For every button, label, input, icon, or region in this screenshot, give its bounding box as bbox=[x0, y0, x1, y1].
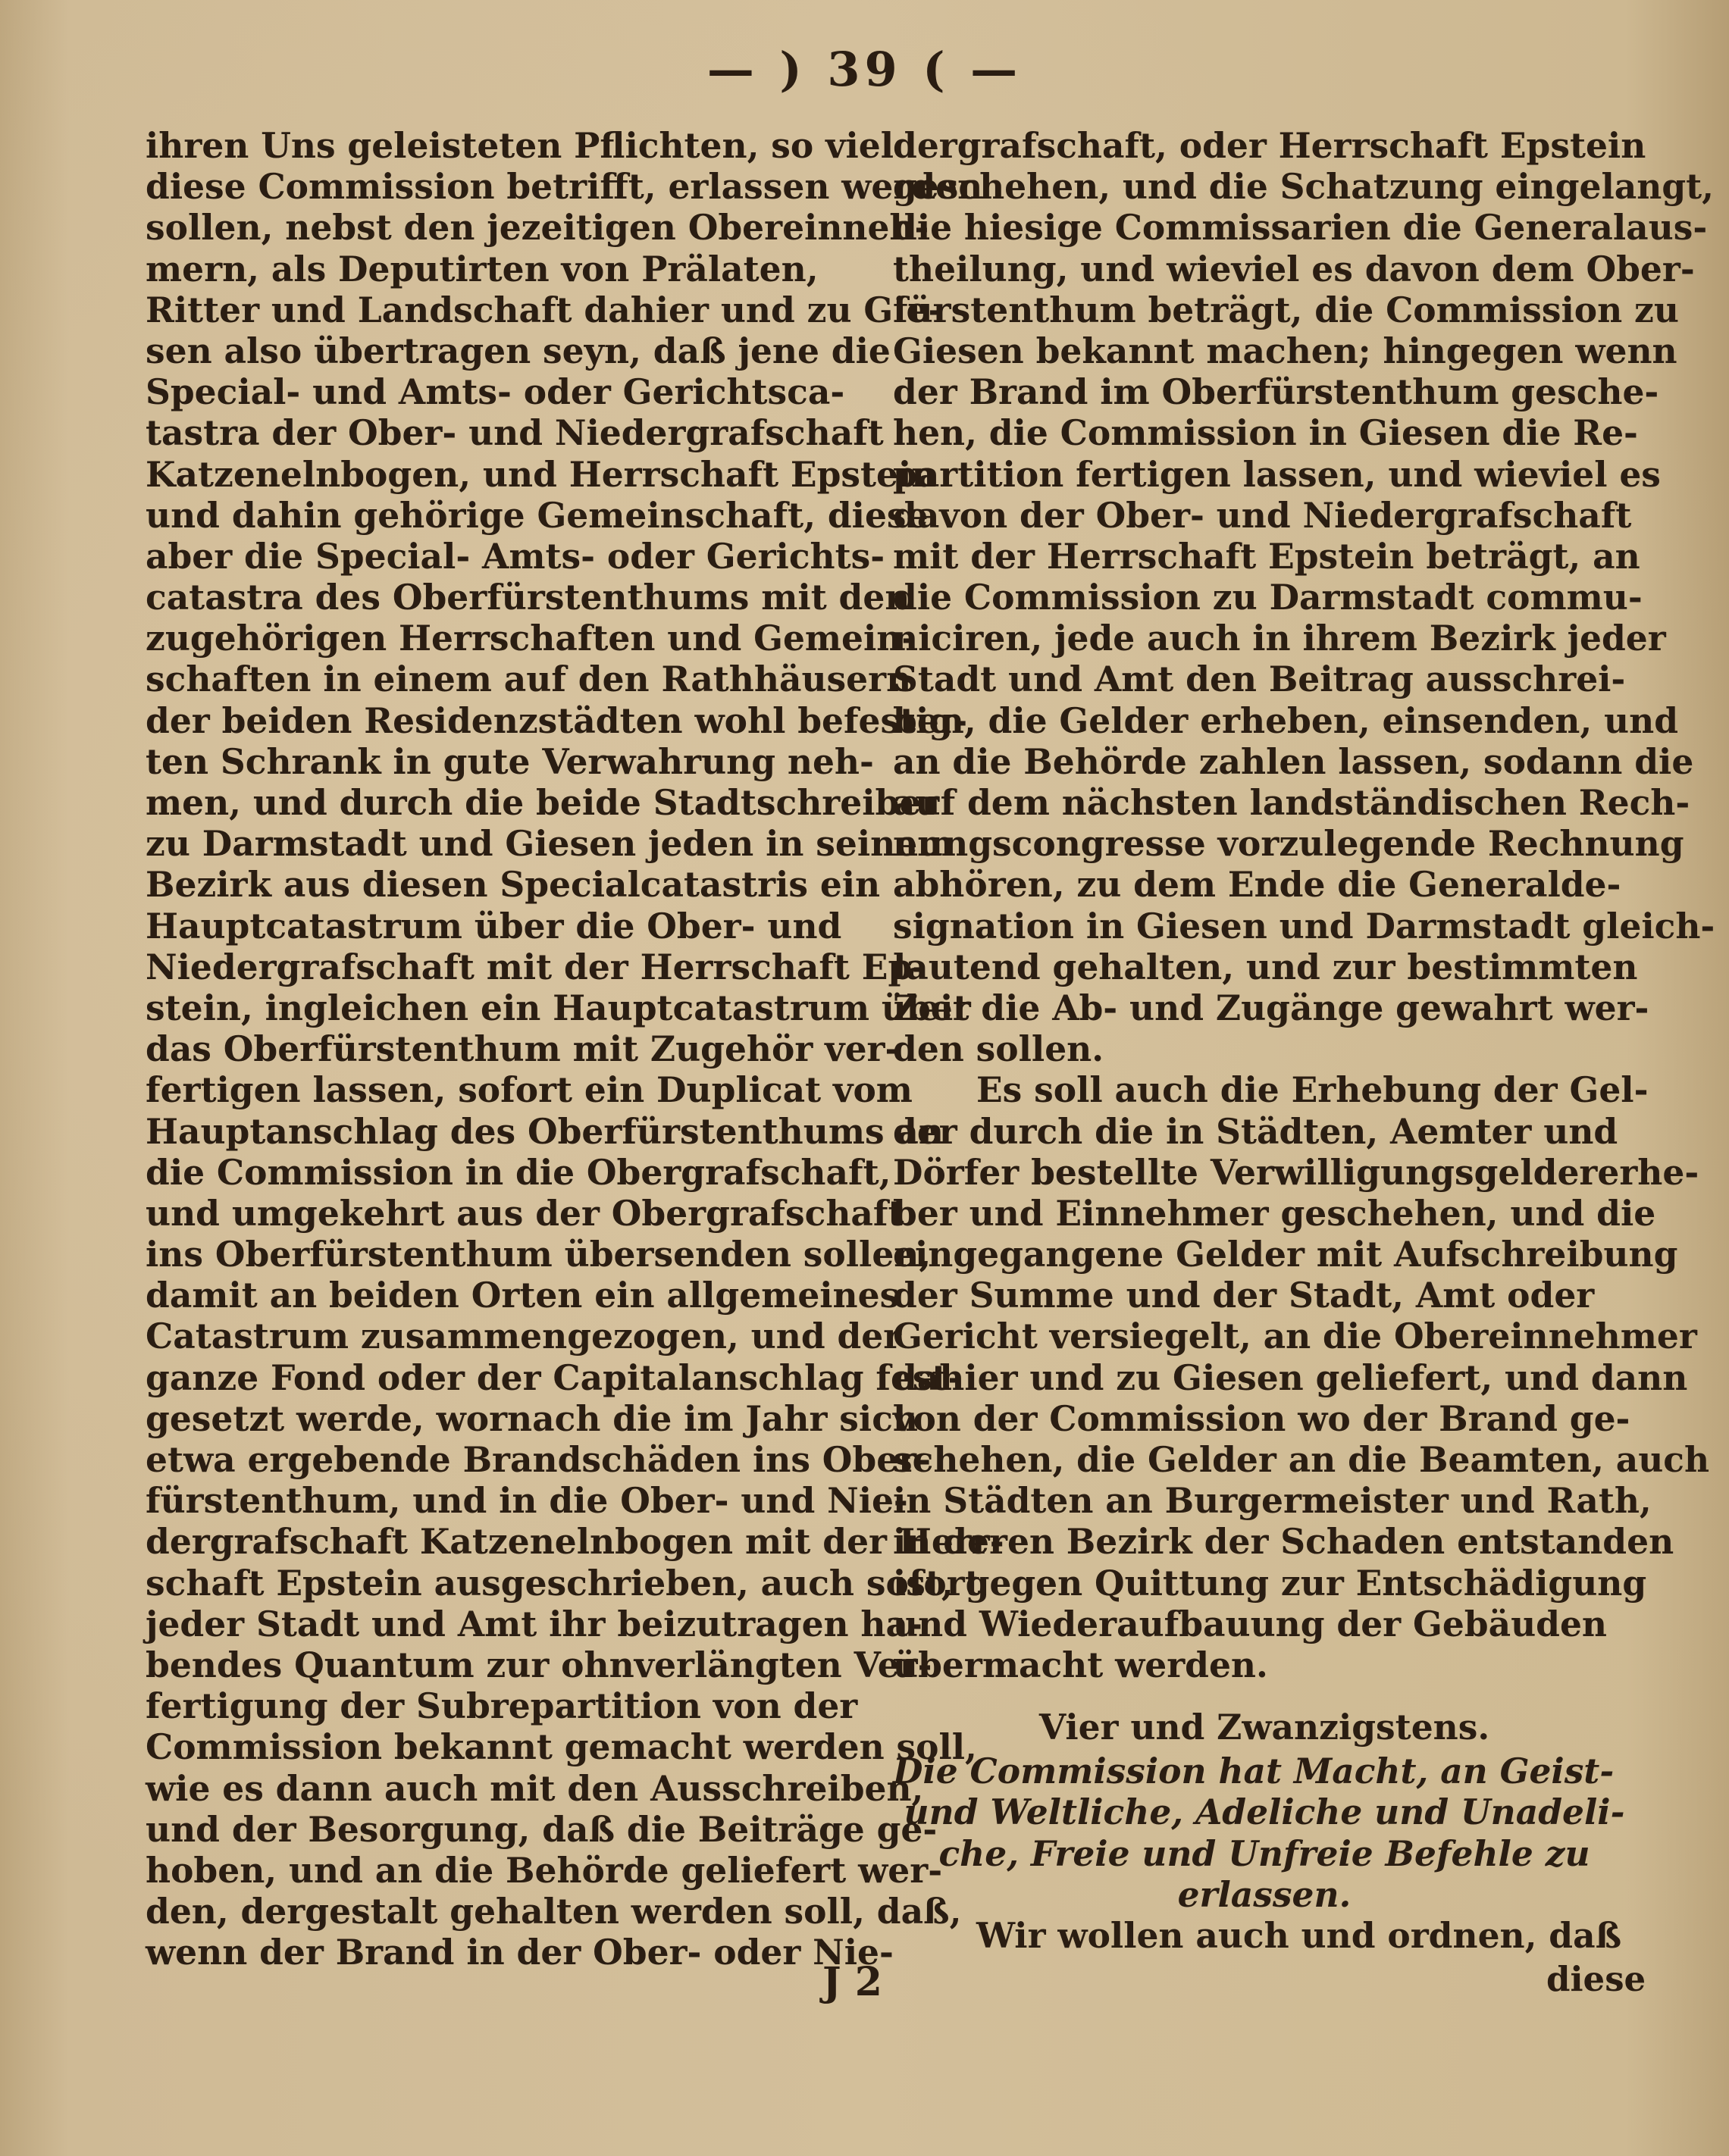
text-line: den, dergestalt gehalten werden soll, daß, bbox=[146, 1891, 962, 1932]
text-line: nungscongresse vorzulegende Rechnung bbox=[893, 823, 1684, 865]
text-line: Zeit die Ab- und Zugänge gewahrt wer- bbox=[893, 987, 1649, 1028]
text-line: theilung, und wieviel es davon dem Ober- bbox=[893, 248, 1695, 289]
summary-line: Die Commission hat Macht, an Geist- bbox=[893, 1751, 1615, 1792]
text-line: Ritter und Landschaft dahier und zu Gie- bbox=[146, 289, 943, 330]
text-line: ben, die Gelder erheben, einsenden, und bbox=[893, 699, 1679, 741]
text-line: lautend gehalten, und zur bestimmten bbox=[893, 946, 1638, 987]
text-line: mern, als Deputirten von Prälaten, bbox=[146, 248, 819, 289]
text-line: in Städten an Burgermeister und Rath, bbox=[893, 1480, 1652, 1522]
text-line: schaften in einem auf den Rathhäusern bbox=[146, 659, 912, 700]
text-line: ist, gegen Quittung zur Entschädigung bbox=[893, 1562, 1647, 1604]
text-line: Hauptanschlag des Oberfürstenthums an bbox=[146, 1110, 944, 1152]
signature-mark: J 2 bbox=[822, 1959, 882, 2005]
text-line: wenn der Brand in der Ober- oder Nie- bbox=[146, 1932, 894, 1973]
text-line: Katzenelnbogen, und Herrschaft Epstein bbox=[146, 453, 937, 495]
text-line: sollen, nebst den jezeitigen Obereinneh- bbox=[146, 207, 929, 249]
left-column bbox=[146, 125, 1004, 1973]
text-line: fertigen lassen, sofort ein Duplicat vom bbox=[146, 1069, 913, 1111]
text-line: fürstenthum beträgt, die Commission zu bbox=[893, 289, 1679, 330]
paragraph-start-line: Es soll auch die Erhebung der Gel- bbox=[976, 1069, 1649, 1111]
text-line: catastra des Oberfürstenthums mit den bbox=[146, 577, 910, 618]
text-line: dergrafschaft Katzenelnbogen mit der Herr- bbox=[146, 1521, 1004, 1563]
text-line: den sollen. bbox=[893, 1028, 1104, 1070]
text-line: Catastrum zusammengezogen, und der bbox=[146, 1316, 902, 1357]
page-number-header: — ) 39 ( — bbox=[706, 42, 1023, 97]
text-line: mit der Herrschaft Epstein beträgt, an bbox=[893, 535, 1640, 577]
text-line: die Commission in die Obergrafschaft, bbox=[146, 1151, 891, 1193]
text-line: das Oberfürstenthum mit Zugehör ver- bbox=[146, 1028, 900, 1070]
text-line: jeder Stadt und Amt ihr beizutragen ha- bbox=[146, 1603, 922, 1644]
right-column bbox=[893, 125, 1715, 1956]
text-line: ihren Uns geleisteten Pflichten, so viel bbox=[146, 125, 894, 166]
text-line: an die Behörde zahlen lassen, sodann die bbox=[893, 740, 1694, 782]
text-line: hoben, und an die Behörde geliefert wer- bbox=[146, 1849, 943, 1891]
text-line: ten Schrank in gute Verwahrung neh- bbox=[146, 740, 874, 782]
text-line: dergrafschaft, oder Herrschaft Epstein bbox=[893, 125, 1646, 166]
text-line: Hauptcatastrum über die Ober- und bbox=[146, 905, 842, 947]
summary-line: und Weltliche, Adeliche und Unadeli- bbox=[904, 1791, 1625, 1833]
section-summary bbox=[893, 1751, 1636, 1915]
text-line: und umgekehrt aus der Obergrafschaft bbox=[146, 1192, 904, 1234]
text-line: die hiesige Commissarien die Generalaus- bbox=[893, 207, 1708, 249]
text-line: wie es dann auch mit den Ausschreiben, bbox=[146, 1767, 924, 1809]
text-line: abhören, zu dem Ende die Generalde- bbox=[893, 864, 1621, 906]
text-line: ganze Fond oder der Capitalanschlag fest- bbox=[146, 1356, 963, 1398]
text-line: etwa ergebende Brandschäden ins Ober- bbox=[146, 1439, 932, 1480]
text-line: der Brand im Oberfürstenthum gesche- bbox=[893, 371, 1659, 413]
text-line: Special- und Amts- oder Gerichtsca- bbox=[146, 371, 845, 413]
text-line: und dahin gehörige Gemeinschaft, diese bbox=[146, 494, 929, 536]
text-line: geschehen, und die Schatzung eingelangt, bbox=[893, 166, 1715, 208]
text-line: Niedergrafschaft mit der Herrschaft Ep- bbox=[146, 946, 927, 987]
text-line: signation in Giesen und Darmstadt gleich- bbox=[893, 905, 1715, 947]
text-line: Stadt und Amt den Beitrag ausschrei- bbox=[893, 659, 1626, 700]
text-line: dahier und zu Giesen geliefert, und dann bbox=[893, 1356, 1688, 1398]
text-line: und der Besorgung, daß die Beiträge ge- bbox=[146, 1808, 938, 1850]
text-line: men, und durch die beide Stadtschreiber bbox=[146, 782, 940, 823]
text-line: sen also übertragen seyn, daß jene die bbox=[146, 330, 891, 371]
text-line: ins Oberfürstenthum übersenden sollen, bbox=[146, 1234, 932, 1275]
summary-line: erlassen. bbox=[1177, 1873, 1352, 1915]
text-line: von der Commission wo der Brand ge- bbox=[893, 1397, 1630, 1439]
text-line: schehen, die Gelder an die Beamten, auch bbox=[893, 1439, 1710, 1480]
text-line: in deren Bezirk der Schaden entstanden bbox=[893, 1521, 1674, 1563]
text-line: der beiden Residenzstädten wohl befestig- bbox=[146, 699, 968, 741]
text-line: die Commission zu Darmstadt commu- bbox=[893, 577, 1643, 618]
text-line: partition fertigen lassen, und wieviel es bbox=[893, 453, 1661, 495]
catchword: diese bbox=[1546, 1959, 1646, 1999]
text-line: Giesen bekannt machen; hingegen wenn bbox=[893, 330, 1677, 371]
text-line: stein, ingleichen ein Hauptcatastrum über bbox=[146, 987, 971, 1028]
text-line: der Summe und der Stadt, Amt oder bbox=[893, 1275, 1595, 1316]
text-line: zugehörigen Herrschaften und Gemein- bbox=[146, 618, 916, 659]
text-line: davon der Ober- und Niedergrafschaft bbox=[893, 494, 1632, 536]
text-line: schaft Epstein ausgeschrieben, auch sofort bbox=[146, 1562, 981, 1604]
text-line: hen, die Commission in Giesen die Re- bbox=[893, 412, 1638, 454]
text-line: niciren, jede auch in ihrem Bezirk jeder bbox=[893, 618, 1666, 659]
text-line: Commission bekannt gemacht werden soll, bbox=[146, 1726, 977, 1768]
text-line: aber die Special- Amts- oder Gerichts- bbox=[146, 535, 885, 577]
section-opening-line: Wir wollen auch und ordnen, daß bbox=[976, 1914, 1622, 1956]
section-heading: Vier und Zwanzigstens. bbox=[1038, 1707, 1490, 1748]
text-line: tastra der Ober- und Niedergrafschaft bbox=[146, 412, 884, 454]
text-line: übermacht werden. bbox=[893, 1644, 1268, 1685]
text-line: Bezirk aus diesen Specialcatastris ein bbox=[146, 864, 881, 906]
text-line: zu Darmstadt und Giesen jeden in seinem bbox=[146, 823, 954, 865]
text-line: ber und Einnehmer geschehen, und die bbox=[893, 1192, 1656, 1234]
text-line: gesetzt werde, wornach die im Jahr sich bbox=[146, 1397, 918, 1439]
text-line: fertigung der Subrepartition von der bbox=[146, 1685, 858, 1727]
text-line: damit an beiden Orten ein allgemeines bbox=[146, 1275, 900, 1316]
text-line: der durch die in Städten, Aemter und bbox=[893, 1110, 1618, 1152]
text-line: eingegangene Gelder mit Aufschreibung bbox=[893, 1234, 1678, 1275]
text-line: fürstenthum, und in die Ober- und Nie- bbox=[146, 1480, 908, 1522]
text-line: Gericht versiegelt, an die Obereinnehmer bbox=[893, 1316, 1697, 1357]
text-line: und Wiederaufbauung der Gebäuden bbox=[893, 1603, 1608, 1644]
text-line: Dörfer bestellte Verwilligungsgeldererhe- bbox=[893, 1151, 1699, 1193]
text-line: bendes Quantum zur ohnverlängten Ver- bbox=[146, 1644, 932, 1685]
text-line: diese Commission betrifft, erlassen werden bbox=[146, 166, 983, 208]
text-line: auf dem nächsten landständischen Rech- bbox=[893, 782, 1690, 823]
summary-line: che, Freie und Unfreie Befehle zu bbox=[938, 1832, 1590, 1874]
